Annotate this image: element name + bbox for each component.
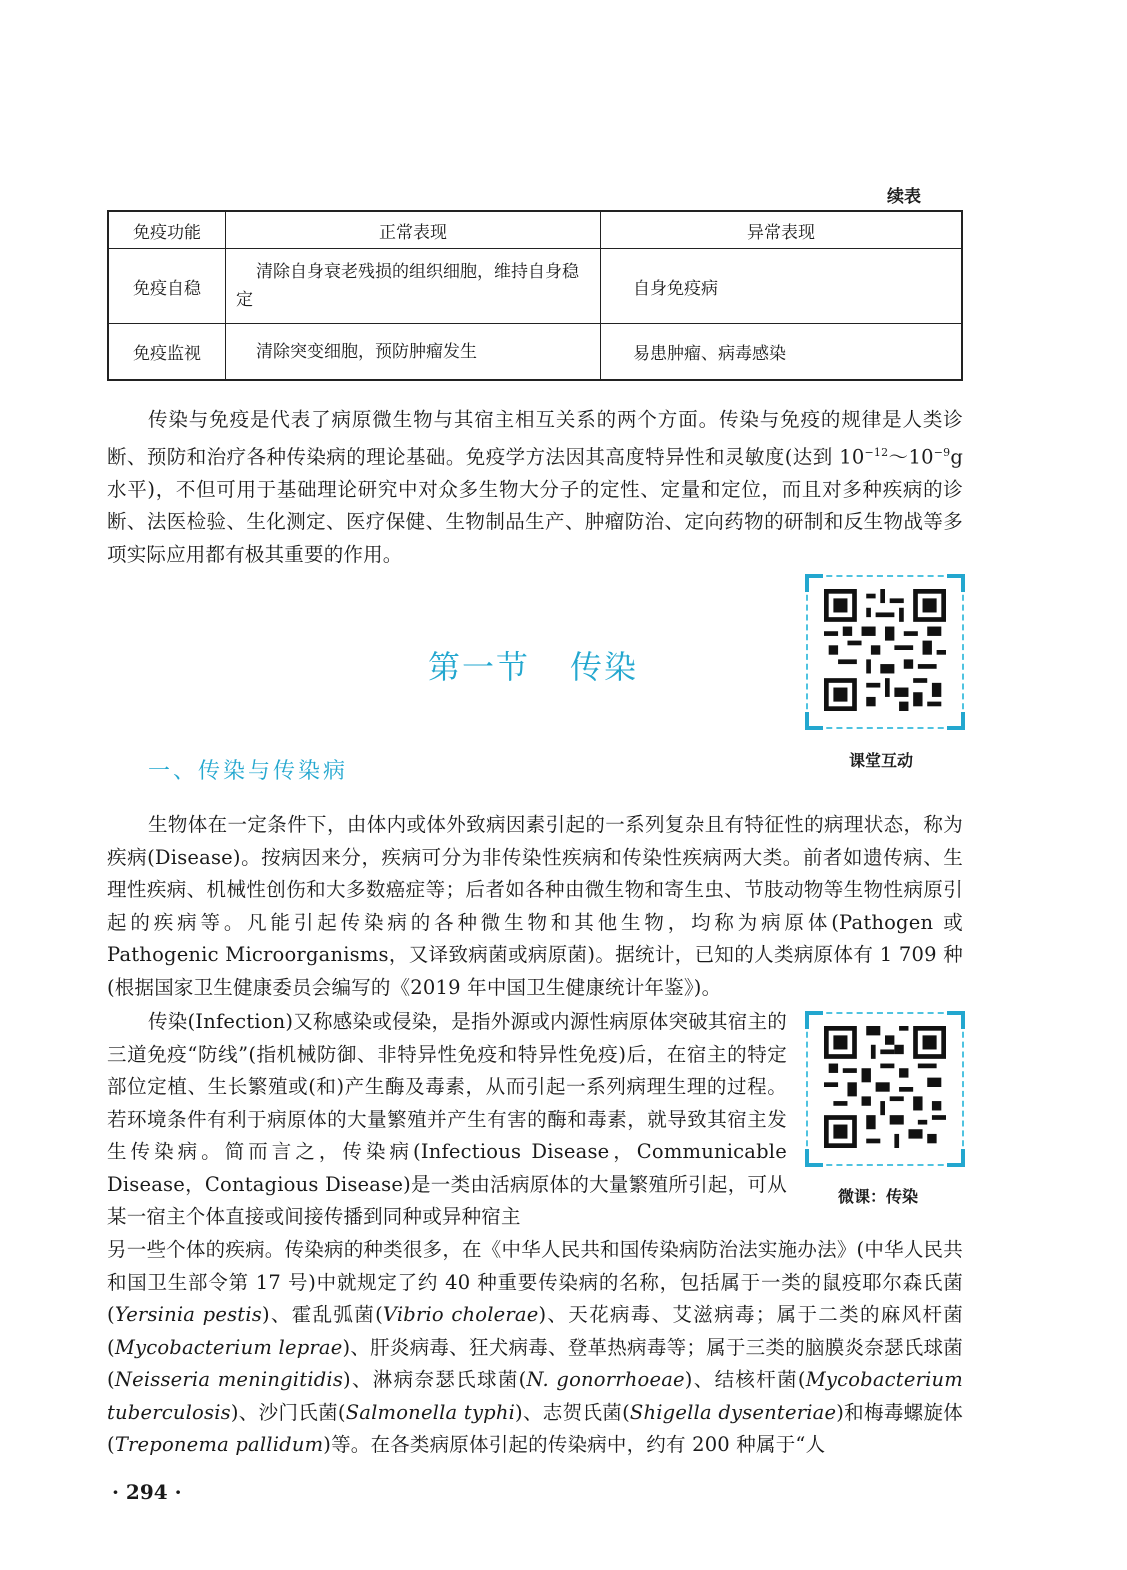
cell-normal-text: 清除突变细胞，预防肿瘤发生 — [256, 341, 477, 362]
species-name: Shigella dysenteriae — [629, 1400, 837, 1424]
cell-normal — [226, 324, 601, 381]
paragraph-infection: 传染(Infection)又称感染或侵染，是指外源或内源性病原体突破其宿主的三道免疫“防线”(指机械防御、非特异性免疫和特异性免疫)后，在宿主的特定部位定植、生长繁殖或(和)产生酶及毒素，从而引起一系列病理生理的过程。若环境条件有利于病原体的大量繁殖并产生有害的酶和毒素，就导致其宿主发生传染病。简而言之，传染病(Infectious Disease，Communicable Disease，Contagious Disease)是一类由活病原体的大量繁殖所引起，可从某一宿主个体直接或间接传播到同种或异种宿主 — [107, 1010, 787, 1228]
cell-function: 免疫自稳 — [108, 249, 226, 324]
paragraph-disease: 生物体在一定条件下，由体内或体外致病因素引起的一系列复杂且有特征性的病理状态，称为疾病(Disease)。按病因来分，疾病可分为非传染性疾病和传染性疾病两大类。前者如遗传病、生理性疾病、机械性创伤和大多数癌症等；后者如各种由微生物和寄生虫、节肢动物等生物性病原引起的疾病等。凡能引起传染病的各种微生物和其他生物，均称为病原体(Pathogen 或 Pathogenic Microorganisms，又译致病菌或病原菌)。据统计，已知的人类病原体有 1 709 种(根据国家卫生健康委员会编写的《2019 年中国卫生健康统计年鉴》)。 — [107, 813, 963, 999]
header-normal: 正常表现 — [226, 211, 601, 249]
species-name: Vibrio cholerae — [382, 1303, 539, 1326]
qr-code-classroom[interactable] — [806, 575, 964, 729]
header-abnormal: 异常表现 — [601, 211, 963, 249]
qr-code-icon — [820, 1026, 950, 1148]
species-name: Mycobacterium leprae — [114, 1335, 343, 1359]
species-name: Mycobacterium tuberculosis — [107, 1368, 963, 1424]
exponent: −12 — [864, 445, 889, 459]
species-name: Yersinia pestis — [114, 1303, 262, 1326]
immune-function-table — [107, 210, 963, 381]
table-row — [108, 249, 962, 324]
qr-caption-microlecture: 微课：传染 — [838, 1187, 919, 1206]
intro-paragraph: 传染与免疫是代表了病原微生物与其宿主相互关系的两个方面。传染与免疫的规律是人类诊断、预防和治疗各种传染病的理论基础。免疫学方法因其高度特异性和灵敏度(达到 $10^{-12}\sim 10^{-9}g$ 水平)，不但可用于基础理论研究中对众多生物大分子的定性、定量和定位，而且对多种疾病的诊断、法医检验、生化测定、医疗保健、生物制品生产、肿瘤防治、定向药物的研制和反生物战等多项实际应用都有极其重要的作用。 — [107, 408, 963, 566]
qr-code-icon — [820, 589, 950, 711]
section-title: 第一节 传染 — [428, 648, 639, 686]
species-name: Treponema pallidum — [114, 1433, 324, 1456]
continued-table-label: 续表 — [887, 187, 921, 207]
cell-normal — [226, 249, 601, 324]
species-name: N. gonorrhoeae — [526, 1368, 685, 1391]
page-number: · 294 · — [112, 1480, 182, 1504]
species-name: Salmonella typhi — [345, 1400, 516, 1424]
qr-code-microlecture[interactable] — [806, 1012, 964, 1166]
cell-function: 免疫监视 — [108, 324, 226, 381]
cell-normal-text: 清除自身衰老残损的组织细胞，维持自身稳定 — [236, 262, 579, 310]
paragraph-infection-continued: 另一些个体的疾病。传染病的种类很多，在《中华人民共和国传染病防治法实施办法》(中华人民共和国卫生部令第 17 号)中就规定了约 40 种重要传染病的名称，包括属于一类的鼠疫耶尔森氏菌(Yersinia pestis)、霍乱弧菌(Vibrio cholerae)、天花病毒、艾滋病毒；属于二类的麻风杆菌(Mycobacterium leprae)、肝炎病毒、狂犬病毒、登革热病毒等；属于三类的脑膜炎奈瑟氏球菌(Neisseria meningitidis)、淋病奈瑟氏球菌(N. gonorrhoeae)、结核杆菌(Mycobacterium tuberculosis)、沙门氏菌(Salmonella typhi)、志贺氏菌(Shigella dysenteriae)和梅毒螺旋体(Treponema pallidum)等。在各类病原体引起的传染病中，约有 200 种属于“人 — [107, 1238, 963, 1456]
table-row — [108, 324, 962, 381]
qr-caption-classroom: 课堂互动 — [849, 751, 914, 770]
header-function: 免疫功能 — [108, 211, 226, 249]
table-header-row — [108, 211, 962, 249]
exponent: −9 — [933, 445, 951, 459]
cell-abnormal: 自身免疫病 — [601, 249, 963, 324]
subheading: 一、传染与传染病 — [148, 759, 349, 784]
species-name: Neisseria meningitidis — [114, 1368, 344, 1391]
cell-abnormal: 易患肿瘤、病毒感染 — [601, 324, 963, 381]
